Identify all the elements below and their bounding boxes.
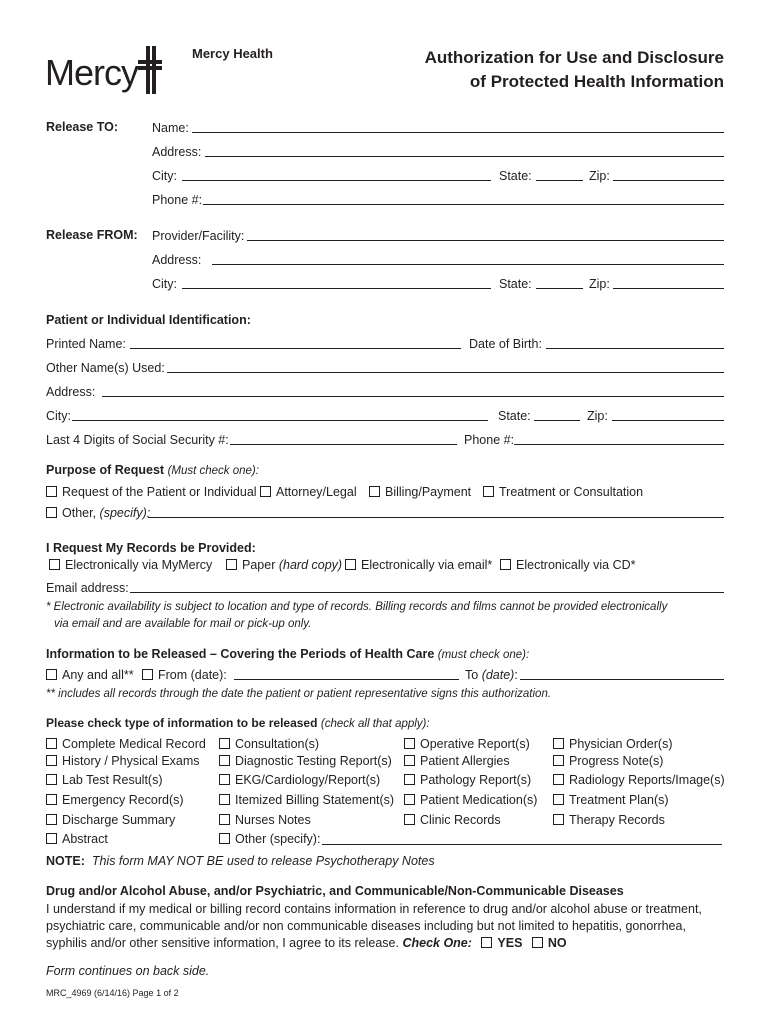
periods-to-label — [465, 668, 518, 682]
records-heading: I Request My Records be Provided: — [46, 541, 256, 555]
option-label: From (date): — [158, 668, 227, 682]
checkbox[interactable] — [404, 814, 415, 825]
release-from-heading: Release FROM: — [46, 228, 138, 242]
records-email-label: Email address: — [46, 581, 129, 595]
checkbox[interactable] — [553, 755, 564, 766]
release-from-zip-label: Zip: — [589, 277, 610, 291]
option-label: Electronically via MyMercy — [65, 558, 213, 572]
periods-heading-row — [46, 647, 529, 661]
checkbox[interactable] — [553, 814, 564, 825]
patient-dob-field[interactable] — [546, 348, 724, 349]
note-label: NOTE: — [46, 854, 85, 868]
release-from-city-field[interactable] — [182, 288, 491, 289]
option-label: Operative Report(s) — [420, 737, 530, 751]
purpose-note: (Must check one): — [167, 465, 259, 477]
release-to-name-field[interactable] — [192, 132, 724, 133]
release-to-zip-label: Zip: — [589, 169, 610, 183]
info-types-heading-row — [46, 716, 430, 730]
option-label: Billing/Payment — [385, 485, 472, 499]
info-types-note: (check all that apply): — [320, 718, 430, 730]
option-label: Consultation(s) — [235, 737, 320, 751]
periods-option-any[interactable] — [46, 668, 134, 682]
records-note-line-1: * Electronic availability is subject to location and type of records. Billing records and films cannot be provided electronically — [46, 601, 668, 613]
patient-zip-field[interactable] — [612, 420, 724, 421]
checkbox[interactable] — [46, 814, 57, 825]
checkbox[interactable] — [553, 774, 564, 785]
cross-logo-icon — [137, 44, 163, 96]
info-item[interactable] — [46, 737, 206, 751]
checkbox[interactable] — [219, 794, 230, 805]
checkbox[interactable] — [481, 937, 492, 948]
patient-state-label: State: — [498, 409, 531, 423]
info-item[interactable] — [404, 793, 537, 807]
release-to-address-label: Address: — [152, 145, 202, 159]
info-item[interactable] — [553, 754, 663, 768]
release-to-name-label: Name: — [152, 121, 189, 135]
release-from-zip-field[interactable] — [613, 288, 724, 289]
release-to-state-label: State: — [499, 169, 532, 183]
info-item[interactable] — [219, 793, 394, 807]
checkbox[interactable] — [553, 738, 564, 749]
records-option-email[interactable] — [345, 558, 492, 572]
drug-text-line-1: I understand if my medical or billing record contains information in reference to drug and/or alcohol abuse or treatment, — [46, 902, 702, 916]
info-other-field[interactable] — [322, 844, 722, 845]
records-option-cd[interactable] — [500, 558, 635, 572]
records-email-field[interactable] — [130, 592, 724, 593]
checkbox[interactable] — [46, 738, 57, 749]
purpose-option-attorney[interactable] — [260, 485, 357, 499]
info-item[interactable] — [219, 832, 320, 846]
patient-dob-label: Date of Birth: — [469, 337, 542, 351]
option-label: Therapy Records — [569, 813, 665, 827]
purpose-option-patient[interactable] — [46, 485, 257, 499]
release-from-provider-label: Provider/Facility: — [152, 229, 245, 243]
option-label: Emergency Record(s) — [62, 793, 184, 807]
to-colon: : — [514, 668, 518, 682]
release-to-zip-field[interactable] — [613, 180, 724, 181]
records-option-paper[interactable] — [226, 558, 342, 572]
patient-state-field[interactable] — [534, 420, 580, 421]
option-label: EKG/Cardiology/Report(s) — [235, 773, 381, 787]
option-label: Patient Medication(s) — [420, 793, 538, 807]
patient-other-names-label: Other Name(s) Used: — [46, 361, 165, 375]
release-from-state-field[interactable] — [536, 288, 583, 289]
patient-address-field[interactable] — [102, 396, 724, 397]
periods-footnote: ** includes all records through the date the patient or patient representative signs this authorization. — [46, 688, 552, 700]
note-text: This form MAY NOT BE used to release Psychotherapy Notes — [91, 854, 435, 868]
option-label: Treatment Plan(s) — [569, 793, 669, 807]
drug-text-line-3-row — [46, 936, 567, 950]
patient-phone-field[interactable] — [514, 444, 724, 445]
patient-city-label: City: — [46, 409, 71, 423]
option-label: Discharge Summary — [62, 813, 176, 827]
purpose-heading-row — [46, 463, 259, 477]
info-item[interactable] — [46, 754, 200, 768]
option-label: Treatment or Consultation — [499, 485, 644, 499]
info-item[interactable] — [46, 773, 163, 787]
drug-option-yes[interactable] — [481, 936, 522, 950]
option-label: Electronically via email* — [361, 558, 493, 572]
option-label: Physician Order(s) — [569, 737, 673, 751]
release-to-city-field[interactable] — [182, 180, 491, 181]
info-item[interactable] — [46, 832, 108, 846]
title-line-1: Authorization for Use and Disclosure — [424, 48, 724, 67]
release-to-phone-field[interactable] — [203, 204, 724, 205]
option-label: Request of the Patient or Individual — [62, 485, 257, 499]
checkbox[interactable] — [46, 833, 57, 844]
checkbox[interactable] — [404, 774, 415, 785]
checkbox[interactable] — [500, 559, 511, 570]
checkbox[interactable] — [46, 486, 57, 497]
to-label: To — [465, 668, 479, 682]
checkbox[interactable] — [46, 507, 57, 518]
periods-option-from[interactable] — [142, 668, 227, 682]
checkbox[interactable] — [46, 774, 57, 785]
option-label: Clinic Records — [420, 813, 501, 827]
option-label: Diagnostic Testing Report(s) — [235, 754, 392, 768]
checkbox[interactable] — [219, 755, 230, 766]
info-item[interactable] — [46, 793, 184, 807]
option-label: NO — [547, 936, 567, 950]
checkbox[interactable] — [142, 669, 153, 680]
option-label: Other (specify): — [235, 832, 321, 846]
checkbox[interactable] — [404, 794, 415, 805]
patient-phone-label: Phone #: — [464, 433, 515, 447]
purpose-option-billing[interactable] — [369, 485, 471, 499]
info-item[interactable] — [404, 737, 530, 751]
info-item[interactable] — [219, 813, 311, 827]
checkbox[interactable] — [404, 738, 415, 749]
release-to-address-field[interactable] — [205, 156, 724, 157]
org-name: Mercy Health — [192, 46, 273, 61]
purpose-heading: Purpose of Request — [46, 463, 165, 477]
check-one-label: Check One: — [402, 936, 472, 950]
release-to-heading: Release TO: — [46, 120, 119, 134]
drug-text-line-2: psychiatric care, communicable and/or non communicable diseases including but not limited to hepatitis, gonorrhea, — [46, 919, 686, 933]
info-item[interactable] — [404, 813, 501, 827]
to-date-label: (date) — [481, 668, 515, 682]
patient-other-names-field[interactable] — [167, 372, 724, 373]
form-id: MRC_4969 (6/14/16) Page 1 of 2 — [46, 988, 179, 998]
checkbox[interactable] — [46, 794, 57, 805]
option-label: Itemized Billing Statement(s) — [235, 793, 395, 807]
form-continues: Form continues on back side. — [46, 964, 210, 978]
info-item[interactable] — [404, 754, 510, 768]
option-label: Paper — [242, 558, 276, 572]
release-from-address-field[interactable] — [212, 264, 724, 265]
checkbox[interactable] — [219, 774, 230, 785]
info-item[interactable] — [553, 813, 665, 827]
checkbox[interactable] — [219, 738, 230, 749]
psychotherapy-note — [46, 854, 435, 868]
checkbox[interactable] — [404, 755, 415, 766]
checkbox[interactable] — [553, 794, 564, 805]
info-item[interactable] — [553, 773, 725, 787]
purpose-option-other[interactable] — [46, 506, 150, 520]
info-types-heading: Please check type of information to be released — [46, 716, 318, 730]
option-label: Progress Note(s) — [569, 754, 664, 768]
info-item[interactable] — [46, 813, 175, 827]
checkbox[interactable] — [260, 486, 271, 497]
info-item[interactable] — [219, 754, 392, 768]
option-label: Any and all** — [62, 668, 134, 682]
purpose-other-field[interactable] — [148, 517, 724, 518]
checkbox[interactable] — [532, 937, 543, 948]
release-from-state-label: State: — [499, 277, 532, 291]
patient-city-field[interactable] — [72, 420, 488, 421]
checkbox[interactable] — [49, 559, 60, 570]
patient-ssn-label: Last 4 Digits of Social Security #: — [46, 433, 229, 447]
title-line-2: of Protected Health Information — [469, 72, 724, 91]
release-to-city-label: City: — [152, 169, 177, 183]
option-label: YES — [497, 936, 523, 950]
checkbox[interactable] — [46, 669, 57, 680]
periods-from-field[interactable] — [234, 679, 459, 680]
checkbox[interactable] — [483, 486, 494, 497]
checkbox[interactable] — [345, 559, 356, 570]
option-label: Lab Test Result(s) — [62, 773, 163, 787]
drug-option-no[interactable] — [532, 936, 567, 950]
option-label: Nurses Notes — [235, 813, 311, 827]
info-item[interactable] — [219, 773, 380, 787]
option-label: Abstract — [62, 832, 108, 846]
option-label: Complete Medical Record — [62, 737, 206, 751]
periods-to-field[interactable] — [520, 679, 724, 680]
patient-ssn-field[interactable] — [230, 444, 457, 445]
drug-heading: Drug and/or Alcohol Abuse, and/or Psychiatric, and Communicable/Non-Communicable Diseases — [46, 884, 624, 898]
purpose-option-treatment[interactable] — [483, 485, 643, 499]
info-item[interactable] — [553, 793, 669, 807]
release-from-address-label: Address: — [152, 253, 202, 267]
mercy-logo-text: Mercy — [45, 52, 138, 93]
records-option-mymercy[interactable] — [49, 558, 212, 572]
patient-printed-name-field[interactable] — [130, 348, 461, 349]
option-label: History / Physical Exams — [62, 754, 200, 768]
option-label: Other, — [62, 506, 97, 520]
periods-note: (must check one): — [437, 649, 530, 661]
option-label: Attorney/Legal — [276, 485, 357, 499]
info-item[interactable] — [219, 737, 319, 751]
checkbox[interactable] — [46, 755, 57, 766]
form-title — [425, 46, 724, 94]
drug-text-line-3: syphilis and/or other sensitive information, I agree to its release. — [46, 936, 399, 950]
checkbox[interactable] — [219, 814, 230, 825]
option-label: Pathology Report(s) — [420, 773, 532, 787]
release-from-city-label: City: — [152, 277, 177, 291]
option-label: Patient Allergies — [420, 754, 510, 768]
patient-address-label: Address: — [46, 385, 96, 399]
patient-printed-name-label: Printed Name: — [46, 337, 126, 351]
checkbox[interactable] — [226, 559, 237, 570]
specify-label: (specify): — [99, 506, 151, 520]
option-label: Radiology Reports/Image(s) — [569, 773, 725, 787]
option-note: (hard copy) — [278, 558, 343, 572]
option-label: Electronically via CD* — [516, 558, 636, 572]
release-from-provider-field[interactable] — [247, 240, 724, 241]
info-item[interactable] — [404, 773, 531, 787]
records-note-line-2: via email and are available for mail or pick-up only. — [54, 618, 312, 630]
periods-heading: Information to be Released – Covering the Periods of Health Care — [46, 647, 435, 661]
info-item[interactable] — [553, 737, 673, 751]
release-to-state-field[interactable] — [536, 180, 583, 181]
checkbox[interactable] — [369, 486, 380, 497]
checkbox[interactable] — [219, 833, 230, 844]
patient-zip-label: Zip: — [587, 409, 608, 423]
release-to-phone-label: Phone #: — [152, 193, 203, 207]
patient-heading: Patient or Individual Identification: — [46, 313, 251, 327]
